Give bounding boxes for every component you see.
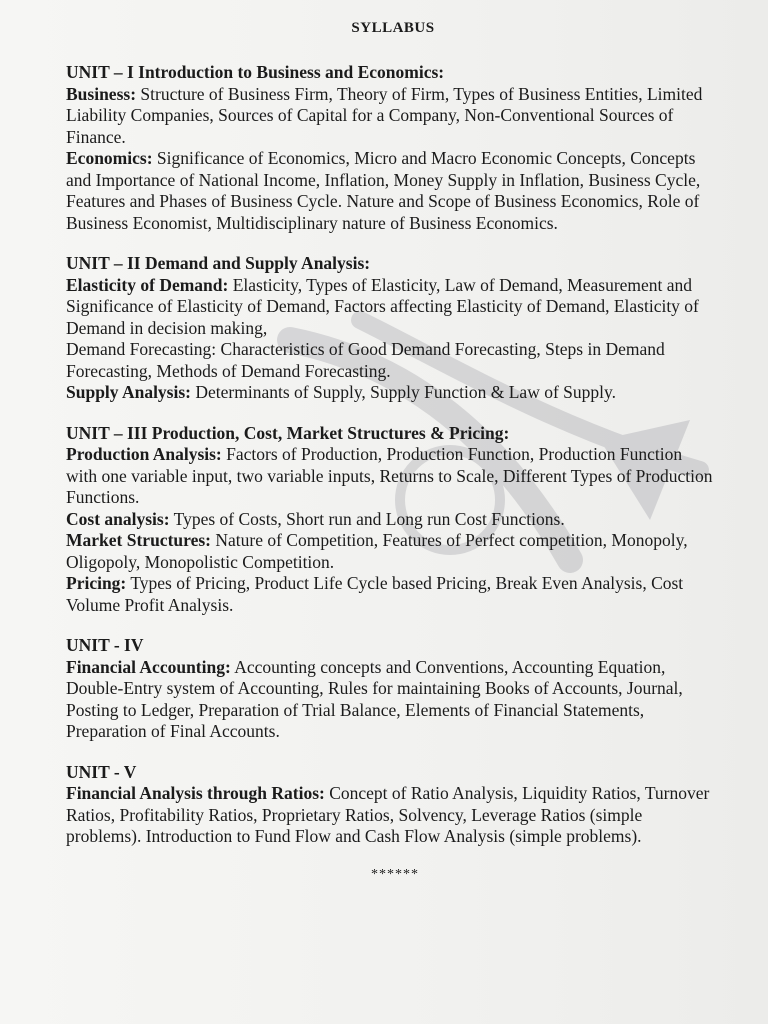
topic-paragraph: [66, 573, 716, 616]
end-of-syllabus-mark: ******: [371, 866, 419, 882]
unit-5: [66, 762, 716, 848]
unit-heading: UNIT – III Production, Cost, Market Structures & Pricing:: [66, 422, 510, 443]
topic-paragraph: [66, 84, 716, 149]
topic-lead: Pricing:: [66, 573, 127, 593]
page-title: SYLLABUS: [351, 20, 435, 36]
syllabus-content: [66, 20, 716, 883]
topic-text: Types of Pricing, Product Life Cycle based Pricing, Break Even Analysis, Cost Volume Profit Analysis.: [66, 573, 684, 615]
topic-lead: Production Analysis:: [66, 444, 222, 464]
unit-1: [66, 62, 716, 234]
topic-paragraph: [66, 444, 716, 509]
topic-lead: Financial Accounting:: [66, 656, 231, 677]
topic-paragraph: [66, 339, 716, 382]
topic-lead: Supply Analysis:: [66, 382, 191, 402]
topic-text: Nature of Competition, Features of Perfect competition, Monopoly, Oligopoly, Monopolistic Competition.: [66, 530, 688, 572]
topic-lead: Cost analysis:: [66, 508, 170, 529]
topic-paragraph: [66, 382, 716, 404]
topic-lead: Economics:: [66, 148, 153, 168]
topic-text: Concept of Ratio Analysis, Liquidity Ratios, Turnover Ratios, Profitability Ratios, Proprietary Ratios, Solvency, Leverage Ratios (simple problems). Introduction to Fund Flow and Cash Flow Analysis (simple problems).: [66, 783, 710, 846]
unit-4: [66, 635, 716, 743]
topic-text: Elasticity, Types of Elasticity, Law of Demand, Measurement and Significance of Elasticity of Demand, Factors affecting Elasticity of Demand, Elasticity of Demand in decision making,: [66, 274, 699, 338]
topic-paragraph: [66, 275, 716, 340]
topic-lead: Financial Analysis through Ratios:: [66, 783, 325, 803]
topic-lead: Business:: [66, 83, 137, 104]
topic-text: Demand Forecasting: Characteristics of Good Demand Forecasting, Steps in Demand Forecasting, Methods of Demand Forecasting.: [66, 339, 665, 381]
topic-text: Determinants of Supply, Supply Function & Law of Supply.: [191, 382, 616, 402]
topic-paragraph: [66, 148, 716, 234]
topic-text: Significance of Economics, Micro and Macro Economic Concepts, Concepts and Importance of National Income, Inflation, Money Supply in Inflation, Business Cycle, Features and Phases of Business Cycle. Nature and Scope of Business Economics, Role of Business Economist, Multidisciplinary nature of Business Economics.: [66, 148, 701, 233]
topic-paragraph: [66, 657, 716, 743]
unit-heading: UNIT – I Introduction to Business and Economics:: [66, 62, 445, 82]
topic-text: Types of Costs, Short run and Long run Cost Functions.: [169, 508, 565, 529]
unit-2: [66, 253, 716, 404]
topic-text: Accounting concepts and Conventions, Accounting Equation, Double-Entry system of Accounting, Rules for maintaining Books of Accounts, Journal, Posting to Ledger, Preparation of Trial Balance, Elements of Financial Statements, Preparation of Final Accounts.: [66, 656, 683, 741]
topic-paragraph: [66, 530, 716, 573]
topic-paragraph: [66, 783, 716, 848]
unit-3: [66, 423, 716, 617]
unit-heading: UNIT – II Demand and Supply Analysis:: [66, 253, 371, 273]
unit-heading: UNIT - V: [66, 761, 137, 782]
topic-text: Structure of Business Firm, Theory of Firm, Types of Business Entities, Limited Liability Companies, Sources of Capital for a Company, Non-Conventional Sources of Finance.: [66, 83, 703, 147]
unit-heading: UNIT - IV: [66, 635, 144, 655]
topic-lead: Market Structures:: [66, 530, 211, 550]
topic-lead: Elasticity of Demand:: [66, 274, 229, 295]
topic-paragraph: [66, 509, 716, 531]
topic-text: Factors of Production, Production Function, Production Function with one variable input, two variable inputs, Returns to Scale, Different Types of Production Functions.: [66, 444, 713, 507]
